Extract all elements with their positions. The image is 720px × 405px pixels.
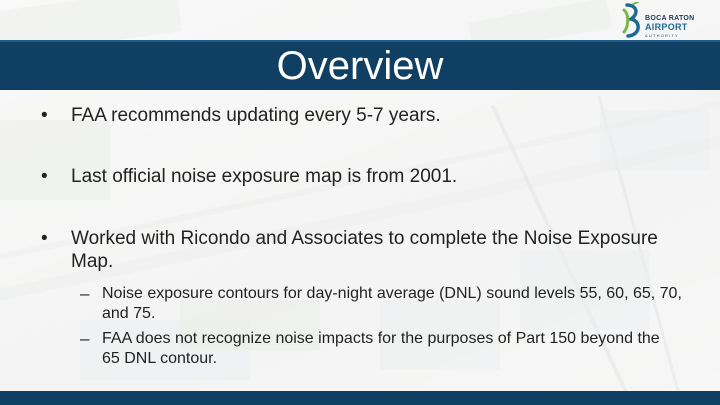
logo-text-line2: AIRPORT [645, 22, 688, 32]
sub-bullet-item-1: Noise exposure contours for day-night average (DNL) sound levels 55, 60, 65, 70, and 75. [102, 285, 682, 322]
sub-bullet-item-2: FAA does not recognize noise impacts for the purposes of Part 150 beyond the 65 DNL contour. [102, 330, 660, 367]
bullet-marker: • [41, 166, 48, 187]
bullet-item-1: FAA recommends updating every 5-7 years. [71, 105, 441, 126]
sub-bullet-marker: – [80, 284, 90, 303]
bullet-item-2: Last official noise exposure map is from 2001. [71, 166, 458, 187]
boca-raton-airport-authority-logo [619, 2, 719, 40]
bullet-marker: • [41, 228, 48, 249]
logo-text-line3: AUTHORITY [645, 33, 679, 38]
bullet-item-3: Worked with Ricondo and Associates to complete the Noise Exposure Map. [71, 228, 658, 272]
bullet-marker: • [41, 105, 48, 126]
logo-text-line1: BOCA RATON [645, 15, 695, 22]
sub-bullet-marker: – [80, 329, 90, 348]
slide-title: Overview [276, 44, 444, 88]
footer-band [0, 391, 720, 405]
logo-b-mark-icon [619, 2, 645, 40]
